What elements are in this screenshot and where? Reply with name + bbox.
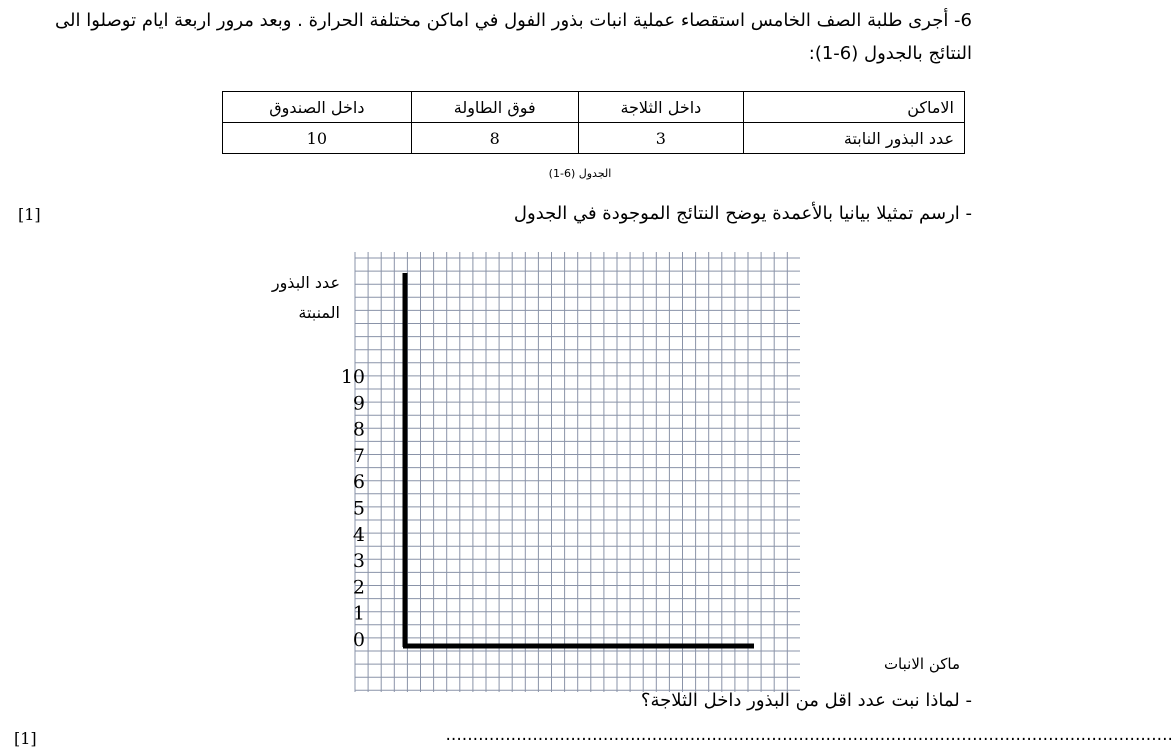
question-text: 6- أجرى طلبة الصف الخامس استقصاء عملية انبات بذور الفول في اماكن مختلفة الحرارة . وبعد مرور اربعة ايام توصلوا الى النتائج بالجدول (6-1): (55, 10, 972, 64)
mark-label: [1] (18, 205, 41, 224)
table-cell: 3 (578, 123, 743, 154)
mark-label: [1] (14, 729, 37, 748)
task-text: - ارسم تمثيلا بيانيا بالأعمدة يوضح النتائج الموجودة في الجدول (513, 203, 972, 224)
y-axis-title-line: عدد البذور (271, 273, 340, 292)
y-tick-label: 3 (352, 550, 365, 573)
table-cell: 8 (411, 123, 578, 154)
answer-line[interactable]: ...................................................................................................................................... (444, 728, 1171, 744)
table-cell: عدد البذور النابتة (744, 123, 965, 154)
y-tick-label: 8 (352, 418, 365, 441)
y-tick-labels (341, 366, 365, 651)
y-tick-label: 9 (352, 392, 365, 415)
y-tick-label: 4 (352, 523, 365, 546)
y-tick-label: 0 (352, 629, 365, 651)
y-tick-label: 10 (340, 366, 365, 388)
table-header-cell: داخل الثلاجة (578, 92, 743, 123)
y-axis-title-line: المنبتة (298, 303, 340, 322)
table-header-cell: الاماكن (744, 92, 965, 123)
y-tick-label: 7 (352, 444, 365, 467)
table-header-cell: فوق الطاولة (411, 92, 578, 123)
table-caption: الجدول (6-1) (548, 167, 612, 180)
question2-text: - لماذا نبت عدد اقل من البذور داخل الثلاجة؟ (640, 690, 972, 711)
y-tick-label: 6 (352, 471, 365, 494)
table-cell: 10 (223, 123, 412, 154)
y-axis-title (240, 268, 340, 328)
table-header-cell: داخل الصندوق (223, 92, 412, 123)
y-tick-label: 2 (352, 576, 365, 599)
y-tick-label: 5 (352, 497, 365, 520)
y-tick-label: 1 (352, 602, 365, 625)
x-axis-title: ماكن الانبات (883, 655, 960, 673)
